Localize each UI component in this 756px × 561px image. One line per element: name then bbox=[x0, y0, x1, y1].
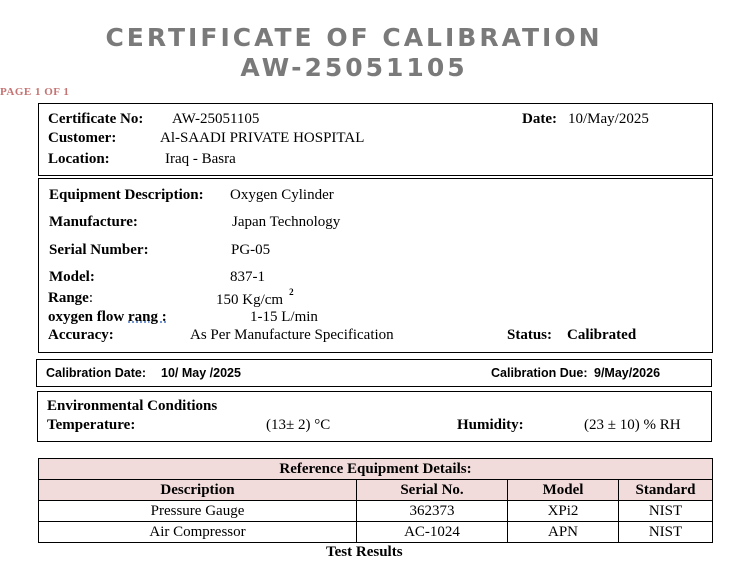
temperature-value: (13± 2) °C bbox=[266, 417, 331, 433]
customer-label: Customer: bbox=[48, 130, 117, 146]
temperature-label: Temperature: bbox=[47, 417, 136, 433]
test-results-heading: Test Results bbox=[326, 544, 403, 560]
oxygen-flow-value: 1-15 L/min bbox=[250, 309, 318, 325]
accuracy-label: Accuracy: bbox=[48, 327, 114, 343]
certificate-no-value: AW-25051105 bbox=[172, 111, 260, 127]
environment-heading: Environmental Conditions bbox=[47, 398, 218, 414]
status-value: Calibrated bbox=[567, 327, 637, 343]
calibration-date-value: 10/ May /2025 bbox=[161, 366, 241, 380]
calibration-due-label: Calibration Due: bbox=[491, 366, 588, 380]
humidity-value: (23 ± 10) % RH bbox=[584, 417, 681, 433]
customer-value: Al-SAADI PRIVATE HOSPITAL bbox=[160, 130, 365, 146]
certificate-no-label: Certificate No: bbox=[48, 111, 144, 127]
model-value: 837-1 bbox=[230, 269, 265, 285]
table-cell: XPi2 bbox=[508, 501, 619, 522]
table-cell: Air Compressor bbox=[39, 522, 357, 543]
range-superscript: 2 bbox=[289, 287, 294, 297]
location-value: Iraq - Basra bbox=[165, 151, 236, 167]
equipment-description-label: Equipment Description: bbox=[49, 187, 204, 203]
humidity-label: Humidity: bbox=[457, 417, 524, 433]
table-row bbox=[39, 501, 713, 522]
calibration-date-label: Calibration Date: bbox=[46, 366, 147, 380]
oxygen-flow-label-b: rang : bbox=[128, 309, 167, 325]
calibration-due-value: 9/May/2026 bbox=[594, 366, 661, 380]
reference-table-title: Reference Equipment Details: bbox=[39, 459, 713, 480]
table-cell: NIST bbox=[619, 522, 713, 543]
manufacture-value: Japan Technology bbox=[232, 214, 341, 230]
environment-box bbox=[37, 391, 712, 442]
equipment-box bbox=[38, 178, 713, 353]
page-number: PAGE 1 OF 1 bbox=[0, 86, 70, 98]
column-header-description: Description bbox=[39, 480, 357, 501]
serial-number-label: Serial Number: bbox=[49, 242, 149, 258]
equipment-description-value: Oxygen Cylinder bbox=[230, 187, 334, 203]
table-row bbox=[39, 522, 713, 543]
table-cell: Pressure Gauge bbox=[39, 501, 357, 522]
column-header-serial: Serial No. bbox=[357, 480, 508, 501]
certificate-info-box bbox=[38, 103, 713, 176]
model-label: Model: bbox=[49, 269, 95, 285]
date-label: Date: bbox=[522, 111, 557, 127]
reference-equipment-table bbox=[38, 458, 713, 543]
table-cell: NIST bbox=[619, 501, 713, 522]
certificate-title: CERTIFICATE OF CALIBRATION bbox=[105, 23, 603, 52]
range-label bbox=[48, 290, 93, 307]
range-value-text: 150 Kg/cm bbox=[216, 292, 284, 308]
column-header-model: Model bbox=[508, 480, 619, 501]
oxygen-flow-label bbox=[48, 309, 167, 326]
manufacture-label: Manufacture: bbox=[49, 214, 138, 230]
status-label: Status: bbox=[507, 327, 553, 343]
column-header-standard: Standard bbox=[619, 480, 713, 501]
range-colon: : bbox=[88, 290, 94, 306]
location-label: Location: bbox=[48, 151, 110, 167]
certificate-number-title: AW-25051105 bbox=[240, 53, 468, 82]
oxygen-flow-label-a: oxygen flow bbox=[48, 309, 128, 325]
table-cell: 362373 bbox=[357, 501, 508, 522]
calibration-dates-box bbox=[36, 359, 712, 387]
table-cell: AC-1024 bbox=[357, 522, 508, 543]
range-value bbox=[216, 287, 294, 309]
range-label-text: Range bbox=[48, 290, 89, 306]
date-value: 10/May/2025 bbox=[568, 111, 649, 127]
table-cell: APN bbox=[508, 522, 619, 543]
serial-number-value: PG-05 bbox=[231, 242, 271, 258]
accuracy-value: As Per Manufacture Specification bbox=[190, 327, 394, 343]
